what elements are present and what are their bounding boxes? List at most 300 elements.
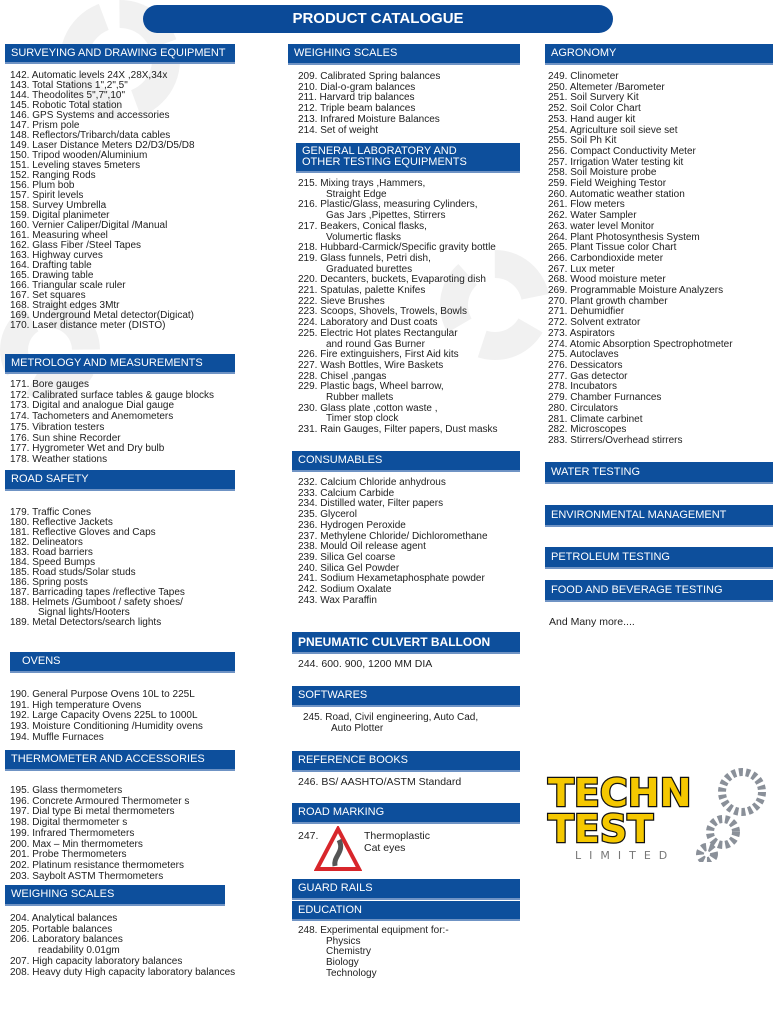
item-number: 177. [10, 443, 30, 455]
section-header-guard-rails: GUARD RAILS [292, 879, 520, 900]
item-text: Glass funnels, Petri dish, [320, 252, 431, 264]
item-text: Dial-o-gram balances [320, 81, 416, 93]
item-text: Water Sampler [570, 210, 637, 222]
item-text: Portable balances [32, 923, 113, 935]
item-number: 168. [10, 300, 30, 311]
item-text: Autoclaves [569, 349, 619, 361]
item-text: Measuring wheel [32, 230, 108, 241]
item-number: 188. [10, 597, 30, 608]
item-number: 173. [10, 400, 30, 412]
item-text-continuation: Technology [326, 967, 377, 979]
item-number: 228. [298, 370, 318, 382]
item-text: Dessicators [570, 359, 623, 371]
item-text: Programmable Moisture Analyzers [570, 285, 724, 297]
item-number: 190. [10, 689, 30, 700]
item-text: Highway curves [32, 250, 103, 261]
item-number: 236. [298, 519, 318, 531]
item-text: Sun shine Recorder [32, 432, 121, 444]
section-header-weighing-scales: WEIGHING SCALES [288, 44, 520, 65]
item-text: Wash Bottles, Wire Baskets [320, 359, 444, 371]
item-number: 220. [298, 274, 318, 286]
item-number: 254. [548, 124, 568, 136]
item-text: Road, Civil engineering, Auto Cad, [325, 712, 479, 723]
section-header-metrology: METROLOGY AND MEASUREMENTS [5, 354, 235, 374]
list-item [10, 598, 185, 618]
item-number: 283. [548, 434, 568, 446]
item-number: 211. [298, 92, 317, 104]
item-number: 179. [10, 507, 30, 518]
item-text: Laboratory balances [32, 934, 123, 946]
item-text: Glycerol [320, 509, 357, 521]
item-number: 224. [298, 317, 318, 329]
item-text: Hubbard-Carmick/Specific gravity bottle [320, 242, 496, 254]
item-number: 163. [10, 250, 30, 261]
item-text: Soil Ph Kit [570, 135, 617, 147]
item-text-continuation: Gas Jars ,Pipettes, Stirrers [326, 210, 446, 222]
list-item [10, 733, 203, 744]
item-text: Fire extinguishers, First Aid kits [320, 349, 459, 361]
item-text: Spring posts [32, 577, 88, 588]
item-number: 279. [548, 392, 568, 404]
item-text: Compact Conductivity Meter [570, 145, 696, 157]
metrology-list [10, 380, 214, 466]
item-number: 165. [10, 270, 30, 281]
item-number: 181. [10, 527, 30, 538]
item-number: 208. [10, 966, 30, 978]
item-text-continuation: Physics [326, 935, 361, 947]
item-text: Field Weighing Testor [570, 178, 667, 190]
road-marking-num: 247. [298, 830, 319, 842]
item-text: General Purpose Ovens 10L to 225L [32, 689, 195, 700]
item-number: 164. [10, 260, 30, 271]
section-header-weighing-scales-2: WEIGHING SCALES [5, 885, 225, 906]
item-number: 151. [10, 160, 30, 171]
item-text: Moisture Conditioning /Humidity ovens [32, 721, 203, 733]
item-number: 238. [298, 541, 318, 553]
item-text: Bore gauges [32, 379, 89, 390]
logo-line1: TECHN [548, 771, 692, 815]
item-number: 259. [548, 178, 568, 190]
section-header-consumables: CONSUMABLES [292, 451, 520, 472]
item-text-continuation: Auto Plotter [331, 722, 384, 734]
item-text: Plant Tissue color Chart [570, 242, 677, 254]
item-text: Distilled water, Filter papers [320, 498, 444, 510]
item-text: Platinum resistance thermometers [32, 859, 184, 871]
list-item [10, 968, 235, 979]
item-text: Ranging Rods [32, 170, 96, 181]
item-text: Large Capacity Ovens 225L to 1000L [32, 710, 198, 722]
page-title: PRODUCT CATALOGUE [143, 5, 613, 33]
item-number: 218. [298, 242, 318, 254]
item-text: Analytical balances [31, 913, 118, 924]
item-number: 252. [548, 103, 568, 115]
item-text: Robotic Total station [32, 100, 123, 111]
item-number: 266. [548, 252, 568, 264]
item-text: Decanters, buckets, Evaparoting dish [320, 274, 486, 286]
item-text: Road studs/Solar studs [32, 567, 136, 578]
item-text: Flow meters [570, 199, 625, 211]
item-number: 207. [10, 955, 30, 967]
item-number: 273. [548, 327, 568, 339]
item-number: 149. [10, 140, 30, 151]
item-text: Laser distance meter (DISTO) [32, 320, 166, 331]
item-text: Spirit levels [32, 190, 84, 201]
list-item [298, 425, 498, 436]
section-header-ovens: OVENS [10, 652, 235, 673]
item-number: 205. [10, 923, 30, 935]
weighing-scales-list [298, 72, 440, 136]
item-number: 200. [10, 838, 30, 850]
item-number: 158. [10, 200, 30, 211]
item-text: Glass plate ,cotton waste , [320, 402, 438, 414]
item-text-continuation: Straight Edge [326, 188, 387, 200]
item-text: Muffle Furnaces [32, 731, 104, 743]
item-number: 278. [548, 381, 568, 393]
item-number: 270. [548, 295, 568, 307]
item-number: 257. [548, 156, 568, 168]
thermometer-list [10, 786, 189, 882]
item-text: Sodium Hexametaphosphate powder [320, 573, 485, 585]
item-text: Hygrometer Wet and Dry bulb [32, 443, 165, 455]
item-number: 231. [298, 424, 318, 436]
item-number: 214. [298, 124, 318, 136]
logo-graphic [545, 762, 770, 862]
pneumatic-text: 244. 600. 900, 1200 MM DIA [298, 658, 433, 670]
item-number: 245. [303, 712, 323, 723]
item-number: 204. [10, 913, 30, 924]
item-text: Chisel ,pangas [320, 370, 387, 382]
item-text: Digital and analogue Dial gauge [32, 400, 175, 412]
list-item [10, 618, 185, 628]
item-text: Set squares [32, 290, 86, 301]
item-text: Glass thermometers [32, 785, 123, 796]
section-header-agronomy: AGRONOMY [545, 44, 773, 65]
item-number: 187. [10, 587, 30, 598]
section-header-softwares: SOFTWARES [292, 686, 520, 707]
item-text-continuation: Rubber mallets [326, 392, 394, 404]
item-number: 160. [10, 220, 30, 231]
item-text: Clinometer [570, 71, 619, 82]
item-number: 276. [548, 359, 568, 371]
item-number: 193. [10, 721, 30, 733]
item-text: Agriculture soil sieve set [569, 124, 678, 136]
item-text: Irrigation Water testing kit [570, 156, 684, 168]
item-text: Methylene Chloride/ Dichloromethane [320, 530, 488, 542]
section-header-food-beverage: FOOD AND BEVERAGE TESTING [545, 580, 773, 602]
item-number: 148. [10, 130, 30, 141]
list-item [10, 321, 195, 331]
item-text: Reflective Gloves and Caps [32, 527, 156, 538]
item-number: 144. [10, 90, 30, 101]
item-number: 185. [10, 567, 30, 578]
item-number: 161. [10, 230, 30, 241]
item-number: 167. [10, 290, 30, 301]
item-number: 262. [548, 210, 568, 222]
item-text: Gas detector [570, 370, 628, 382]
item-text: Plant Photosynthesis System [570, 231, 700, 243]
item-number: 178. [10, 453, 30, 465]
item-text: Vibration testers [32, 421, 105, 433]
item-number: 171. [10, 379, 30, 390]
item-text: Probe Thermometers [32, 849, 127, 861]
item-text: Climate carbinet [570, 413, 643, 425]
item-number: 234. [298, 498, 318, 510]
agronomy-list [548, 72, 733, 447]
item-number: 145. [10, 100, 30, 111]
item-text: Concrete Armoured Thermometer s [32, 795, 190, 807]
item-number: 239. [298, 551, 318, 563]
item-number: 199. [10, 827, 30, 839]
item-text-continuation: Timer stop clock [326, 413, 399, 425]
item-number: 169. [10, 310, 30, 321]
item-number: 147. [10, 120, 30, 131]
item-number: 221. [298, 285, 318, 297]
list-item [298, 179, 498, 200]
item-text: Mixing trays ,Hammers, [320, 178, 426, 189]
item-number: 274. [548, 338, 568, 350]
section-header-petroleum: PETROLEUM TESTING [545, 547, 773, 569]
item-text: Infrared Thermometers [32, 827, 135, 839]
item-text: Hand auger kit [570, 113, 636, 125]
item-text-continuation: Biology [326, 957, 359, 969]
item-text: Lux meter [570, 263, 615, 275]
item-text: Laboratory and Dust coats [320, 317, 438, 329]
item-text: Helmets /Gumboot / safety shoes/ [32, 597, 183, 608]
item-text: Silica Gel Powder [320, 562, 400, 574]
item-number: 258. [548, 167, 568, 179]
item-text: Delineators [32, 537, 83, 548]
item-number: 223. [298, 306, 318, 318]
item-number: 202. [10, 859, 30, 871]
item-text: Tachometers and Anemometers [32, 411, 174, 423]
item-number: 241. [298, 573, 318, 585]
item-text-continuation: readability 0.01gm [38, 945, 120, 957]
item-number: 227. [298, 359, 318, 371]
item-number: 152. [10, 170, 30, 181]
item-number: 219. [298, 252, 318, 264]
item-text: Incubators [570, 381, 617, 393]
section-header-road-marking: ROAD MARKING [292, 803, 520, 824]
item-number: 212. [298, 103, 318, 115]
item-number: 222. [298, 295, 318, 307]
item-text: Leveling staves 5meters [32, 160, 141, 171]
item-number: 225. [298, 327, 318, 339]
item-text: Harvard trip balances [319, 92, 415, 104]
item-text: Automatic weather station [569, 188, 685, 200]
item-text: GPS Systems and accessories [32, 110, 170, 121]
logo-line2: TEST [548, 807, 654, 851]
item-text: Calcium Chloride anhydrous [320, 477, 446, 488]
item-text-continuation: Volumertic flasks [326, 231, 402, 243]
header-line: OTHER TESTING EQUIPMENTS [302, 156, 467, 168]
item-text: Metal Detectors/search lights [32, 617, 162, 628]
item-number: 263. [548, 220, 568, 232]
item-number: 226. [298, 349, 318, 361]
list-item [298, 200, 498, 221]
item-number: 176. [10, 432, 30, 444]
list-item [10, 935, 235, 956]
item-number: 209. [298, 71, 318, 82]
section-header-reference-books: REFERENCE BOOKS [292, 751, 520, 772]
item-number: 182. [10, 537, 30, 548]
ovens-list [10, 690, 203, 744]
item-number: 264. [548, 231, 568, 243]
item-number: 253. [548, 113, 568, 125]
softwares-list [303, 713, 478, 734]
item-text: Circulators [570, 402, 619, 414]
item-text: Scoops, Shovels, Trowels, Bowls [320, 306, 467, 318]
consumables-list [298, 478, 488, 606]
item-number: 215. [298, 178, 318, 189]
item-number: 194. [10, 731, 30, 743]
item-text: Calcium Carbide [320, 487, 395, 499]
item-number: 272. [548, 317, 568, 329]
item-number: 189. [10, 617, 30, 628]
weighing-scales-2-list [10, 914, 235, 978]
item-text-continuation: Graduated burettes [326, 263, 413, 275]
item-text: Beakers, Conical flasks, [320, 220, 427, 232]
and-many-more-text: And Many more.... [549, 616, 635, 628]
item-text: Digital thermometer s [32, 817, 128, 829]
section-header-pneumatic: PNEUMATIC CULVERT BALLOON [292, 632, 520, 654]
surveying-list [10, 71, 195, 331]
item-number: 277. [548, 370, 568, 382]
item-number: 256. [548, 145, 568, 157]
item-number: 271. [548, 306, 568, 318]
item-text-continuation: Chemistry [326, 946, 372, 958]
techno-test-logo [545, 762, 770, 862]
item-text: Total Stations 1",2",5" [32, 80, 128, 91]
item-text: Solvent extrator [570, 317, 641, 329]
item-text: Experimental equipment for:- [320, 925, 449, 936]
item-text: Triangular scale ruler [32, 280, 126, 291]
item-text: Carbondioxide meter [570, 252, 664, 264]
item-number: 248. [298, 925, 318, 936]
item-text: Infrared Moisture Balances [320, 113, 440, 125]
item-text: Spatulas, palette Knifes [320, 285, 426, 297]
item-number: 174. [10, 411, 30, 423]
item-number: 216. [298, 199, 318, 211]
item-text: Soil Survery Kit [570, 92, 639, 104]
item-text: Microscopes [570, 424, 627, 436]
list-item [298, 382, 498, 403]
item-text: Plastic/Glass, measuring Cylinders, [320, 199, 478, 211]
item-number: 203. [10, 870, 30, 882]
list-item [298, 404, 498, 425]
item-number: 166. [10, 280, 30, 291]
item-text: Rain Gauges, Filter papers, Dust masks [320, 424, 498, 436]
item-number: 159. [10, 210, 30, 221]
list-item [298, 329, 498, 350]
item-number: 142. [10, 70, 30, 81]
item-text: Silica Gel coarse [320, 551, 396, 563]
section-header-thermometer: THERMOMETER AND ACCESSORIES [5, 750, 235, 771]
item-number: 281. [548, 413, 568, 425]
item-text: Set of weight [320, 124, 379, 136]
item-number: 230. [298, 402, 318, 414]
item-text: Plastic bags, Wheel barrow, [320, 381, 444, 393]
road-marking-line1: Thermoplastic [364, 830, 430, 842]
road-marking-line2: Cat eyes [364, 842, 406, 854]
item-number: 232. [298, 477, 318, 488]
list-item [298, 926, 449, 980]
item-text: Wood moisture meter [570, 274, 666, 286]
item-text: Dial type Bi metal thermometers [32, 806, 175, 818]
item-number: 265. [548, 242, 568, 254]
item-text: Theodolites 5",7",10" [32, 90, 126, 101]
list-item [298, 222, 498, 243]
item-text: High temperature Ovens [32, 699, 142, 711]
item-number: 210. [298, 81, 318, 93]
item-text: Saybolt ASTM Thermometers [32, 870, 164, 882]
item-number: 143. [10, 80, 30, 91]
item-number: 186. [10, 577, 30, 588]
item-text: Heavy duty High capacity laboratory balances [32, 966, 236, 978]
item-text: Atomic Absorption Spectrophotmeter [569, 338, 733, 350]
item-text: Plum bob [32, 180, 75, 191]
section-header-water-testing: WATER TESTING [545, 462, 773, 484]
item-number: 196. [10, 795, 30, 807]
item-number: 175. [10, 421, 30, 433]
item-text: Survey Umbrella [32, 200, 107, 211]
item-text: Hydrogen Peroxide [320, 519, 406, 531]
item-text: Aspirators [569, 327, 615, 339]
reference-books-text: 246. BS/ AASHTO/ASTM Standard [298, 776, 462, 788]
item-number: 235. [298, 509, 318, 521]
item-number: 267. [548, 263, 568, 275]
item-number: 261. [548, 199, 568, 211]
list-item [548, 436, 733, 447]
item-text: Max – Min thermometers [32, 838, 143, 850]
item-number: 198. [10, 817, 30, 829]
item-number: 237. [298, 530, 318, 542]
item-number: 282. [548, 424, 568, 436]
item-number: 255. [548, 135, 568, 147]
item-number: 156. [10, 180, 30, 191]
item-text: Calibrated Spring balances [320, 71, 441, 82]
item-number: 240. [298, 562, 318, 574]
item-text: Laser Distance Meters D2/D3/D5/D8 [32, 140, 195, 151]
item-number: 206. [10, 934, 30, 946]
section-header-road-safety: ROAD SAFETY [5, 470, 235, 491]
item-number: 150. [10, 150, 30, 161]
section-header-environmental: ENVIRONMENTAL MANAGEMENT [545, 505, 773, 527]
item-text: Automatic levels 24X ,28X,34x [31, 70, 168, 81]
item-text: Reflectors/Tribarch/data cables [32, 130, 171, 141]
item-number: 162. [10, 240, 30, 251]
item-text: Underground Metal detector(Digicat) [32, 310, 194, 321]
item-text: Speed Bumps [32, 557, 96, 568]
item-text-continuation: Signal lights/Hooters [38, 607, 130, 618]
item-number: 184. [10, 557, 30, 568]
list-item [298, 126, 440, 137]
item-number: 180. [10, 517, 30, 528]
item-number: 250. [548, 81, 568, 93]
item-text: Straight edges 3Mtr [32, 300, 120, 311]
item-number: 243. [298, 594, 318, 606]
list-item [10, 455, 214, 466]
item-text: Soil Color Chart [570, 103, 641, 115]
item-number: 170. [10, 320, 30, 331]
road-safety-list [10, 508, 185, 628]
section-header-education: EDUCATION [292, 901, 520, 921]
header-line: GENERAL LABORATORY AND [302, 145, 457, 157]
item-text: Sodium Oxalate [320, 584, 392, 596]
list-item [10, 872, 189, 883]
item-text: Electric Hot plates Rectangular [320, 327, 458, 339]
item-number: 146. [10, 110, 30, 121]
item-number: 217. [298, 220, 318, 232]
